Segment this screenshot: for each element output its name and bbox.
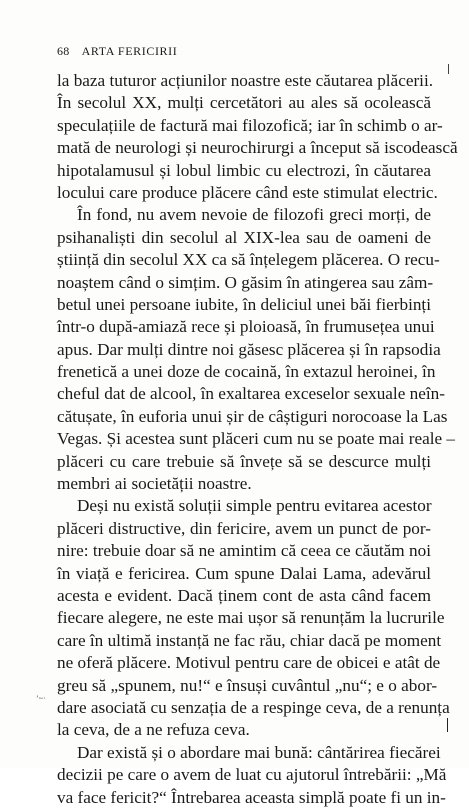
- text-line: locului care produce plăcere când este stimulat electric.: [57, 182, 438, 202]
- text-line: știință din secolul XX ca să înțelegem plăcerea. O recu-: [57, 250, 440, 270]
- running-title: ARTA FERICIRII: [81, 44, 178, 58]
- text-line: într-o după-amiază rece și ploioasă, în frumusețea unui: [57, 317, 435, 337]
- text-line: greu să „spunem, nu!“ e însuși cuvântul „nu“; e o abor-: [57, 675, 438, 695]
- text-line: membri ai societății noastre.: [57, 474, 252, 494]
- text-line: în viață e fericirea. Cum spune Dalai Lama, adevărul: [57, 563, 431, 583]
- text-line: fiecare alegere, ne este mai ușor să renunțăm la lucrurile: [57, 608, 445, 628]
- text-line: apus. Dar mulți dintre noi găsesc plăcerea și în rapsodia: [57, 339, 441, 359]
- text-line: Vegas. Și acestea sunt plăceri cum nu se poate mai reale –: [57, 429, 456, 449]
- text-line: nire: trebuie doar să ne amintim că ceea ce căutăm noi: [57, 541, 431, 561]
- text-line: care în ultimă instanță ne fac rău, chiar dacă pe moment: [57, 630, 442, 650]
- text-line: dare asociată cu senzația de a respinge ceva, de a renunța: [57, 697, 450, 717]
- text-line: va face fericit?“ Întrebarea aceasta simplă poate fi un in-: [57, 787, 446, 807]
- body-text: [57, 70, 458, 809]
- text-line: În fond, nu avem nevoie de filozofi greci morți, de: [77, 205, 431, 225]
- text-line: cătușate, în euforia unui șir de câștiguri norocoase la Las: [57, 406, 448, 426]
- running-header: [57, 44, 177, 59]
- text-line: plăceri cu care trebuie să învețe să se descurce mulți: [57, 451, 431, 471]
- text-line: la baza tuturor acțiunilor noastre este căutarea plăcerii.: [57, 71, 434, 90]
- text-line: mată de neurologi și neurochirurgi a început să iscodească: [57, 138, 458, 158]
- text-line: frenetică a unei doze de cocaină, în extazul heroinei, în: [57, 362, 436, 382]
- text-line: la ceva, de a ne refuza ceva.: [57, 720, 250, 740]
- text-line: Deși nu există soluții simple pentru evitarea acestor: [77, 496, 432, 516]
- text-line: psihanaliști din secolul al XIX-lea sau de oameni de: [57, 227, 431, 247]
- text-line: ne oferă plăcere. Motivul pentru care de obicei e atât de: [57, 653, 441, 673]
- text-line: În secolul XX, mulți cercetători au ales să ocolească: [57, 93, 431, 113]
- page-number: 68: [57, 44, 70, 58]
- text-line: noaștem când o simțim. O găsim în atingerea sau zâm-: [57, 272, 434, 292]
- text-line: betul unei persoane iubite, în deliciul unei băi fierbinți: [57, 294, 431, 314]
- text-line: acesta e evident. Dacă ținem cont de asta când facem: [57, 585, 431, 605]
- margin-mark: ʼ~·: [36, 694, 46, 703]
- text-line: plăceri distructive, din fericire, avem un punct de por-: [57, 518, 431, 538]
- page-edge-mark-bottom: [447, 718, 448, 732]
- text-line: decizii pe care o avem de luat cu ajutorul întrebării: „Mă: [57, 765, 447, 785]
- text-line: cheful dat de alcool, în exaltarea exceselor sexuale neîn-: [57, 384, 445, 404]
- text-line: Dar există și o abordare mai bună: cântărirea fiecărei: [77, 742, 441, 762]
- text-line: speculațiile de factură mai filozofică; iar în schimb o ar-: [57, 115, 443, 135]
- page-edge-mark-top: [448, 64, 449, 74]
- text-line: hipotalamusul și lobul limbic cu electrozi, în căutarea: [57, 160, 431, 180]
